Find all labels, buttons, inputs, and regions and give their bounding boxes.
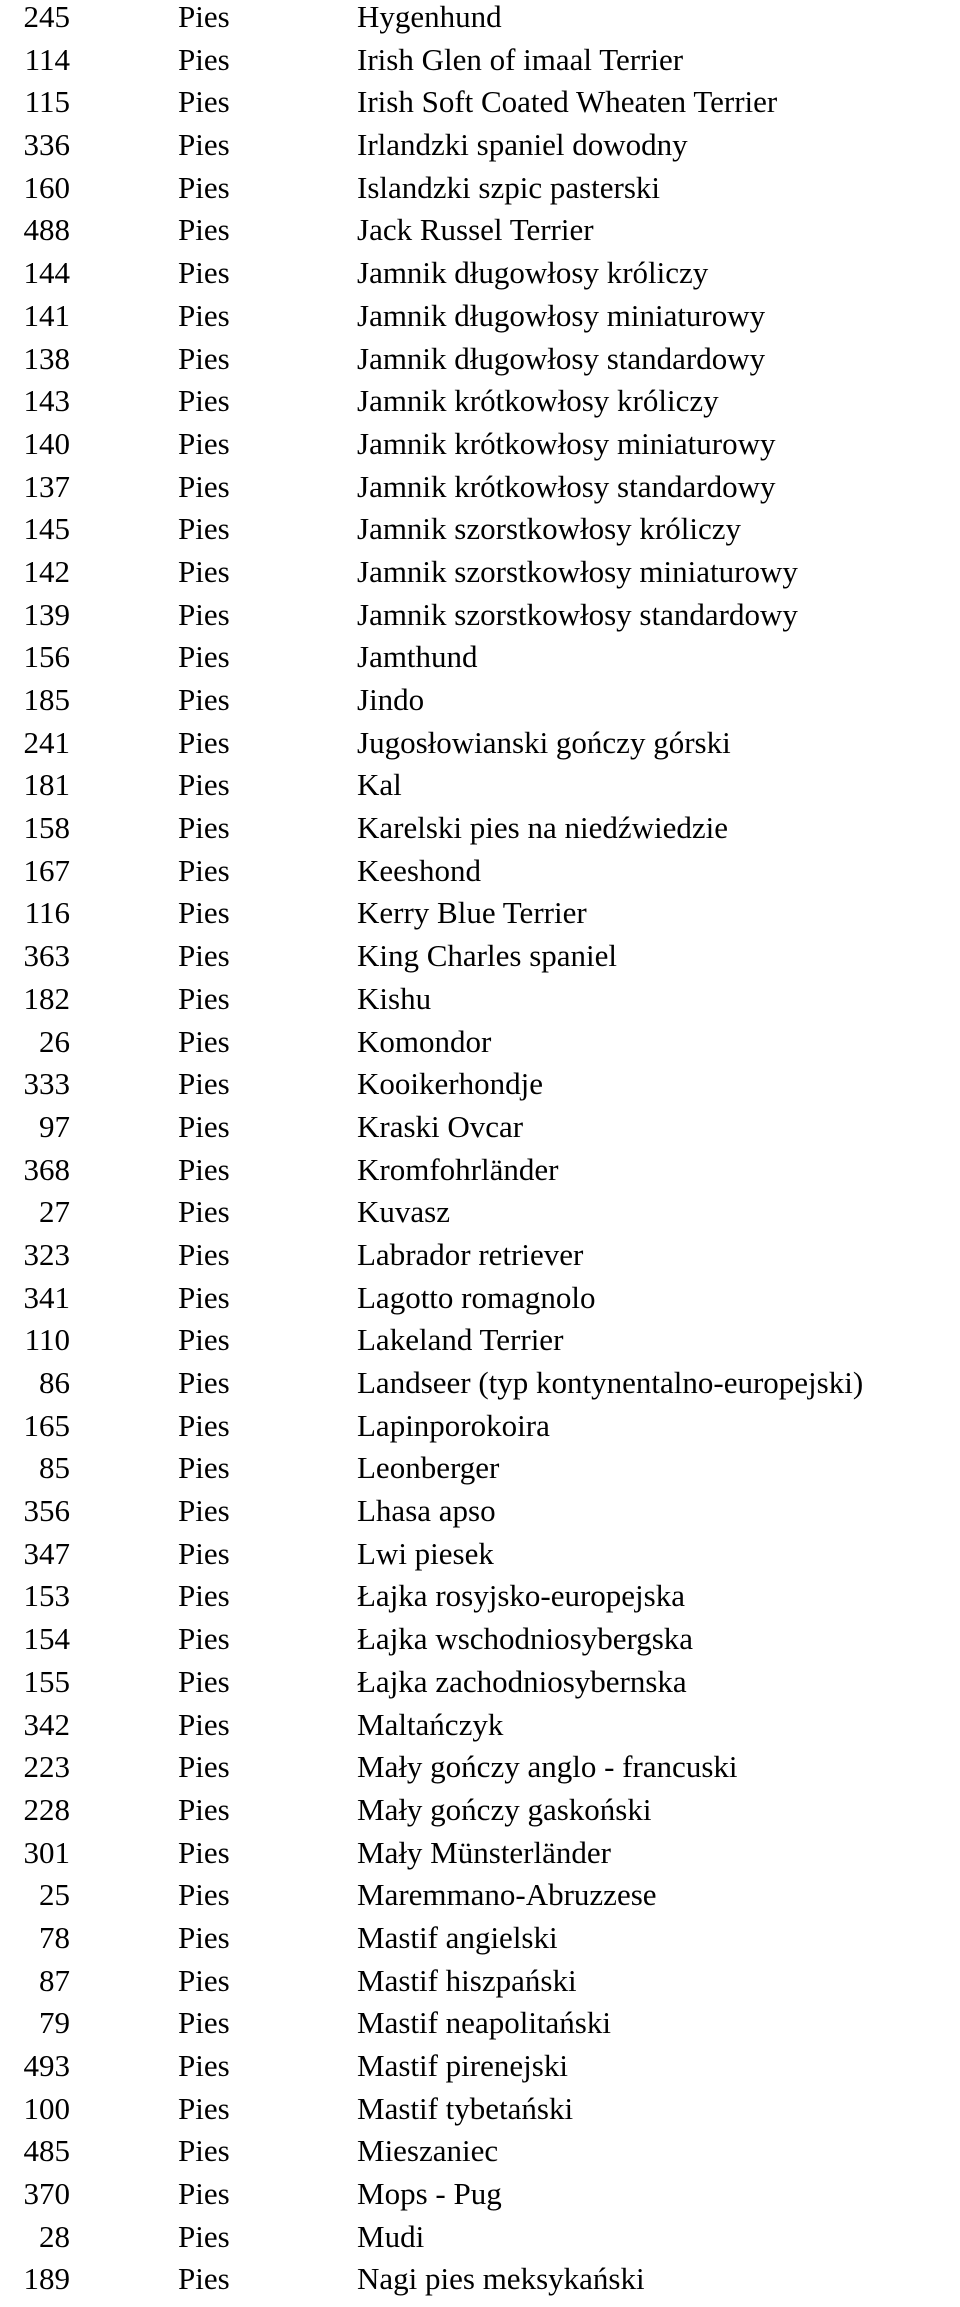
row-breed: Kishu [357, 980, 432, 1016]
row-breed: Landseer (typ kontynentalno-europejski) [357, 1365, 864, 1400]
table-row [0, 1153, 960, 1196]
row-species: Pies [178, 425, 230, 461]
row-species: Pies [178, 639, 230, 675]
table-row [0, 1622, 960, 1665]
row-breed: Kraski Ovcar [357, 1108, 524, 1144]
row-breed: King Charles spaniel [357, 938, 618, 974]
row-species: Pies [178, 2090, 230, 2126]
row-species: Pies [178, 938, 230, 974]
table-row [0, 896, 960, 939]
row-breed: Kerry Blue Terrier [357, 895, 587, 931]
table-row [0, 299, 960, 342]
row-id: 25 [39, 1877, 70, 1913]
row-species: Pies [178, 1791, 230, 1827]
row-species: Pies [178, 1108, 230, 1144]
row-breed: Komondor [357, 1023, 492, 1059]
row-id: 28 [39, 2218, 70, 2254]
row-id: 26 [39, 1023, 70, 1059]
row-id: 241 [23, 724, 70, 760]
row-id: 156 [23, 639, 70, 675]
row-species: Pies [178, 2176, 230, 2212]
row-breed: Jamnik długowłosy króliczy [357, 255, 709, 291]
row-breed: Leonberger [357, 1450, 500, 1486]
row-breed: Kuvasz [357, 1194, 450, 1230]
table-row [0, 2177, 960, 2220]
row-breed: Mops - Pug [357, 2176, 502, 2212]
row-breed: Lapinporokoira [357, 1407, 550, 1443]
row-species: Pies [178, 1919, 230, 1955]
row-id: 27 [39, 1194, 70, 1230]
row-id: 86 [39, 1365, 70, 1400]
table-row [0, 2220, 960, 2263]
row-id: 336 [23, 127, 70, 163]
row-id: 145 [23, 511, 70, 547]
table-row [0, 811, 960, 854]
row-id: 140 [23, 425, 70, 461]
row-breed: Nagi pies meksykański [357, 2261, 645, 2297]
table-row [0, 1409, 960, 1452]
table-row [0, 384, 960, 427]
row-breed: Labrador retriever [357, 1236, 584, 1272]
row-breed: Mastif neapolitański [357, 2005, 611, 2041]
row-breed: Mastif tybetański [357, 2090, 574, 2126]
row-species: Pies [178, 1236, 230, 1272]
table-row [0, 1537, 960, 1580]
row-species: Pies [178, 724, 230, 760]
row-id: 87 [39, 1962, 70, 1998]
table-row [0, 726, 960, 769]
row-breed: Jamnik krótkowłosy standardowy [357, 468, 776, 504]
row-species: Pies [178, 169, 230, 205]
row-breed: Jindo [357, 682, 425, 717]
table-row [0, 982, 960, 1025]
row-breed: Jugosłowianski gończy górski [357, 724, 731, 760]
row-species: Pies [178, 1535, 230, 1571]
row-id: 182 [23, 980, 70, 1016]
row-species: Pies [178, 810, 230, 846]
row-species: Pies [178, 297, 230, 333]
table-row [0, 1281, 960, 1324]
row-id: 143 [23, 383, 70, 419]
table-row [0, 939, 960, 982]
row-species: Pies [178, 1834, 230, 1870]
table-row [0, 768, 960, 811]
row-id: 79 [39, 2005, 70, 2041]
row-species: Pies [178, 596, 230, 632]
row-breed: Mastif pirenejski [357, 2048, 568, 2083]
row-species: Pies [178, 553, 230, 589]
row-breed: Mieszaniec [357, 2133, 499, 2169]
row-id: 78 [39, 1919, 70, 1955]
table-row [0, 85, 960, 128]
row-species: Pies [178, 383, 230, 419]
table-row [0, 2262, 960, 2305]
table-row [0, 0, 960, 43]
table-row [0, 1964, 960, 2007]
row-species: Pies [178, 212, 230, 248]
row-species: Pies [178, 980, 230, 1016]
table-row [0, 2049, 960, 2092]
row-id: 141 [23, 297, 70, 333]
table-row [0, 128, 960, 171]
row-species: Pies [178, 0, 230, 34]
row-id: 485 [23, 2133, 70, 2169]
row-species: Pies [178, 340, 230, 376]
row-id: 342 [23, 1706, 70, 1742]
row-breed: Jack Russel Terrier [357, 212, 594, 248]
row-species: Pies [178, 84, 230, 120]
table-row [0, 171, 960, 214]
row-id: 347 [23, 1535, 70, 1571]
table-row [0, 1195, 960, 1238]
row-id: 160 [23, 169, 70, 205]
row-id: 158 [23, 810, 70, 846]
table-row [0, 1366, 960, 1409]
row-breed: Maltańczyk [357, 1706, 504, 1742]
table-row [0, 342, 960, 385]
row-id: 368 [23, 1151, 70, 1187]
table-row [0, 1878, 960, 1921]
table-row [0, 598, 960, 641]
table-row [0, 1238, 960, 1281]
row-breed: Jamnik szorstkowłosy miniaturowy [357, 553, 798, 589]
row-id: 154 [23, 1621, 70, 1657]
row-id: 493 [23, 2048, 70, 2083]
row-breed: Mały gończy gaskoński [357, 1791, 652, 1827]
table-row [0, 1750, 960, 1793]
row-id: 100 [23, 2090, 70, 2126]
row-species: Pies [178, 895, 230, 931]
row-species: Pies [178, 1066, 230, 1102]
row-species: Pies [178, 1663, 230, 1699]
row-species: Pies [178, 682, 230, 717]
row-breed: Lwi piesek [357, 1535, 494, 1571]
row-species: Pies [178, 1279, 230, 1315]
table-row [0, 1110, 960, 1153]
row-breed: Irlandzki spaniel dowodny [357, 127, 688, 163]
row-species: Pies [178, 767, 230, 803]
row-species: Pies [178, 1962, 230, 1998]
row-breed: Lhasa apso [357, 1493, 496, 1529]
row-id: 114 [24, 41, 70, 77]
table-row [0, 683, 960, 726]
row-breed: Mały Münsterländer [357, 1834, 611, 1870]
row-species: Pies [178, 1407, 230, 1443]
row-breed: Kooikerhondje [357, 1066, 543, 1102]
row-breed: Hygenhund [357, 0, 502, 34]
row-id: 323 [23, 1236, 70, 1272]
row-breed: Łajka zachodniosybernska [357, 1663, 687, 1699]
row-species: Pies [178, 255, 230, 291]
table-row [0, 512, 960, 555]
row-id: 153 [23, 1578, 70, 1614]
row-breed: Irish Soft Coated Wheaten Terrier [357, 84, 778, 120]
row-species: Pies [178, 1194, 230, 1230]
row-id: 85 [39, 1450, 70, 1486]
row-id: 356 [23, 1493, 70, 1529]
row-species: Pies [178, 2048, 230, 2083]
row-breed: Jamnik długowłosy standardowy [357, 340, 766, 376]
row-breed: Karelski pies na niedźwiedzie [357, 810, 728, 846]
row-species: Pies [178, 1450, 230, 1486]
table-row [0, 1708, 960, 1751]
row-breed: Lagotto romagnolo [357, 1279, 596, 1315]
row-breed: Kal [357, 767, 402, 803]
row-id: 97 [39, 1108, 70, 1144]
row-breed: Jamnik szorstkowłosy króliczy [357, 511, 742, 547]
table-row [0, 854, 960, 897]
row-id: 370 [23, 2176, 70, 2212]
row-species: Pies [178, 2261, 230, 2297]
table-row [0, 43, 960, 86]
row-species: Pies [178, 852, 230, 888]
row-species: Pies [178, 127, 230, 163]
row-breed: Jamthund [357, 639, 478, 675]
table-row [0, 1665, 960, 1708]
row-breed: Jamnik długowłosy miniaturowy [357, 297, 766, 333]
row-id: 139 [23, 596, 70, 632]
row-species: Pies [178, 1877, 230, 1913]
table-row [0, 427, 960, 470]
row-id: 155 [23, 1663, 70, 1699]
row-id: 165 [23, 1407, 70, 1443]
row-id: 301 [23, 1834, 70, 1870]
row-breed: Mały gończy anglo - francuski [357, 1749, 738, 1785]
row-species: Pies [178, 2005, 230, 2041]
table-row [0, 470, 960, 513]
row-id: 110 [24, 1322, 70, 1358]
row-breed: Jamnik krótkowłosy króliczy [357, 383, 719, 419]
row-id: 333 [23, 1066, 70, 1102]
row-species: Pies [178, 1621, 230, 1657]
table-row [0, 640, 960, 683]
row-breed: Mastif hiszpański [357, 1962, 577, 1998]
row-breed: Keeshond [357, 852, 481, 888]
row-breed: Łajka rosyjsko-europejska [357, 1578, 685, 1614]
row-id: 488 [23, 212, 70, 248]
row-id: 115 [24, 84, 70, 120]
row-id: 142 [23, 553, 70, 589]
row-id: 181 [23, 767, 70, 803]
table-row [0, 1579, 960, 1622]
row-breed: Mudi [357, 2218, 425, 2254]
row-species: Pies [178, 468, 230, 504]
row-species: Pies [178, 1749, 230, 1785]
row-id: 341 [23, 1279, 70, 1315]
row-species: Pies [178, 1151, 230, 1187]
row-id: 138 [23, 340, 70, 376]
table-row [0, 555, 960, 598]
table-row [0, 2006, 960, 2049]
table-row [0, 1323, 960, 1366]
table-row [0, 256, 960, 299]
row-species: Pies [178, 1706, 230, 1742]
row-breed: Islandzki szpic pasterski [357, 169, 661, 205]
row-species: Pies [178, 41, 230, 77]
row-id: 116 [24, 895, 70, 931]
table-row [0, 1025, 960, 1068]
row-species: Pies [178, 1365, 230, 1400]
table-row [0, 2134, 960, 2177]
table-row [0, 1067, 960, 1110]
table-row [0, 1451, 960, 1494]
row-breed: Irish Glen of imaal Terrier [357, 41, 684, 77]
table-row [0, 1494, 960, 1537]
row-id: 245 [23, 0, 70, 34]
row-id: 167 [23, 852, 70, 888]
row-breed: Jamnik szorstkowłosy standardowy [357, 596, 798, 632]
table-row [0, 213, 960, 256]
row-breed: Lakeland Terrier [357, 1322, 564, 1358]
table-row [0, 1793, 960, 1836]
row-breed: Maremmano-Abruzzese [357, 1877, 657, 1913]
row-breed: Łajka wschodniosybergska [357, 1621, 694, 1657]
row-id: 137 [23, 468, 70, 504]
row-species: Pies [178, 2218, 230, 2254]
row-species: Pies [178, 1578, 230, 1614]
row-id: 185 [23, 682, 70, 717]
row-species: Pies [178, 511, 230, 547]
row-species: Pies [178, 2133, 230, 2169]
row-id: 189 [23, 2261, 70, 2297]
row-id: 223 [23, 1749, 70, 1785]
table-row [0, 1836, 960, 1879]
row-id: 144 [23, 255, 70, 291]
row-id: 363 [23, 938, 70, 974]
table-row [0, 1921, 960, 1964]
row-id: 228 [23, 1791, 70, 1827]
row-breed: Kromfohrländer [357, 1151, 559, 1187]
row-breed: Mastif angielski [357, 1919, 558, 1955]
table-row [0, 2092, 960, 2135]
row-breed: Jamnik krótkowłosy miniaturowy [357, 425, 776, 461]
row-species: Pies [178, 1023, 230, 1059]
row-species: Pies [178, 1322, 230, 1358]
row-species: Pies [178, 1493, 230, 1529]
